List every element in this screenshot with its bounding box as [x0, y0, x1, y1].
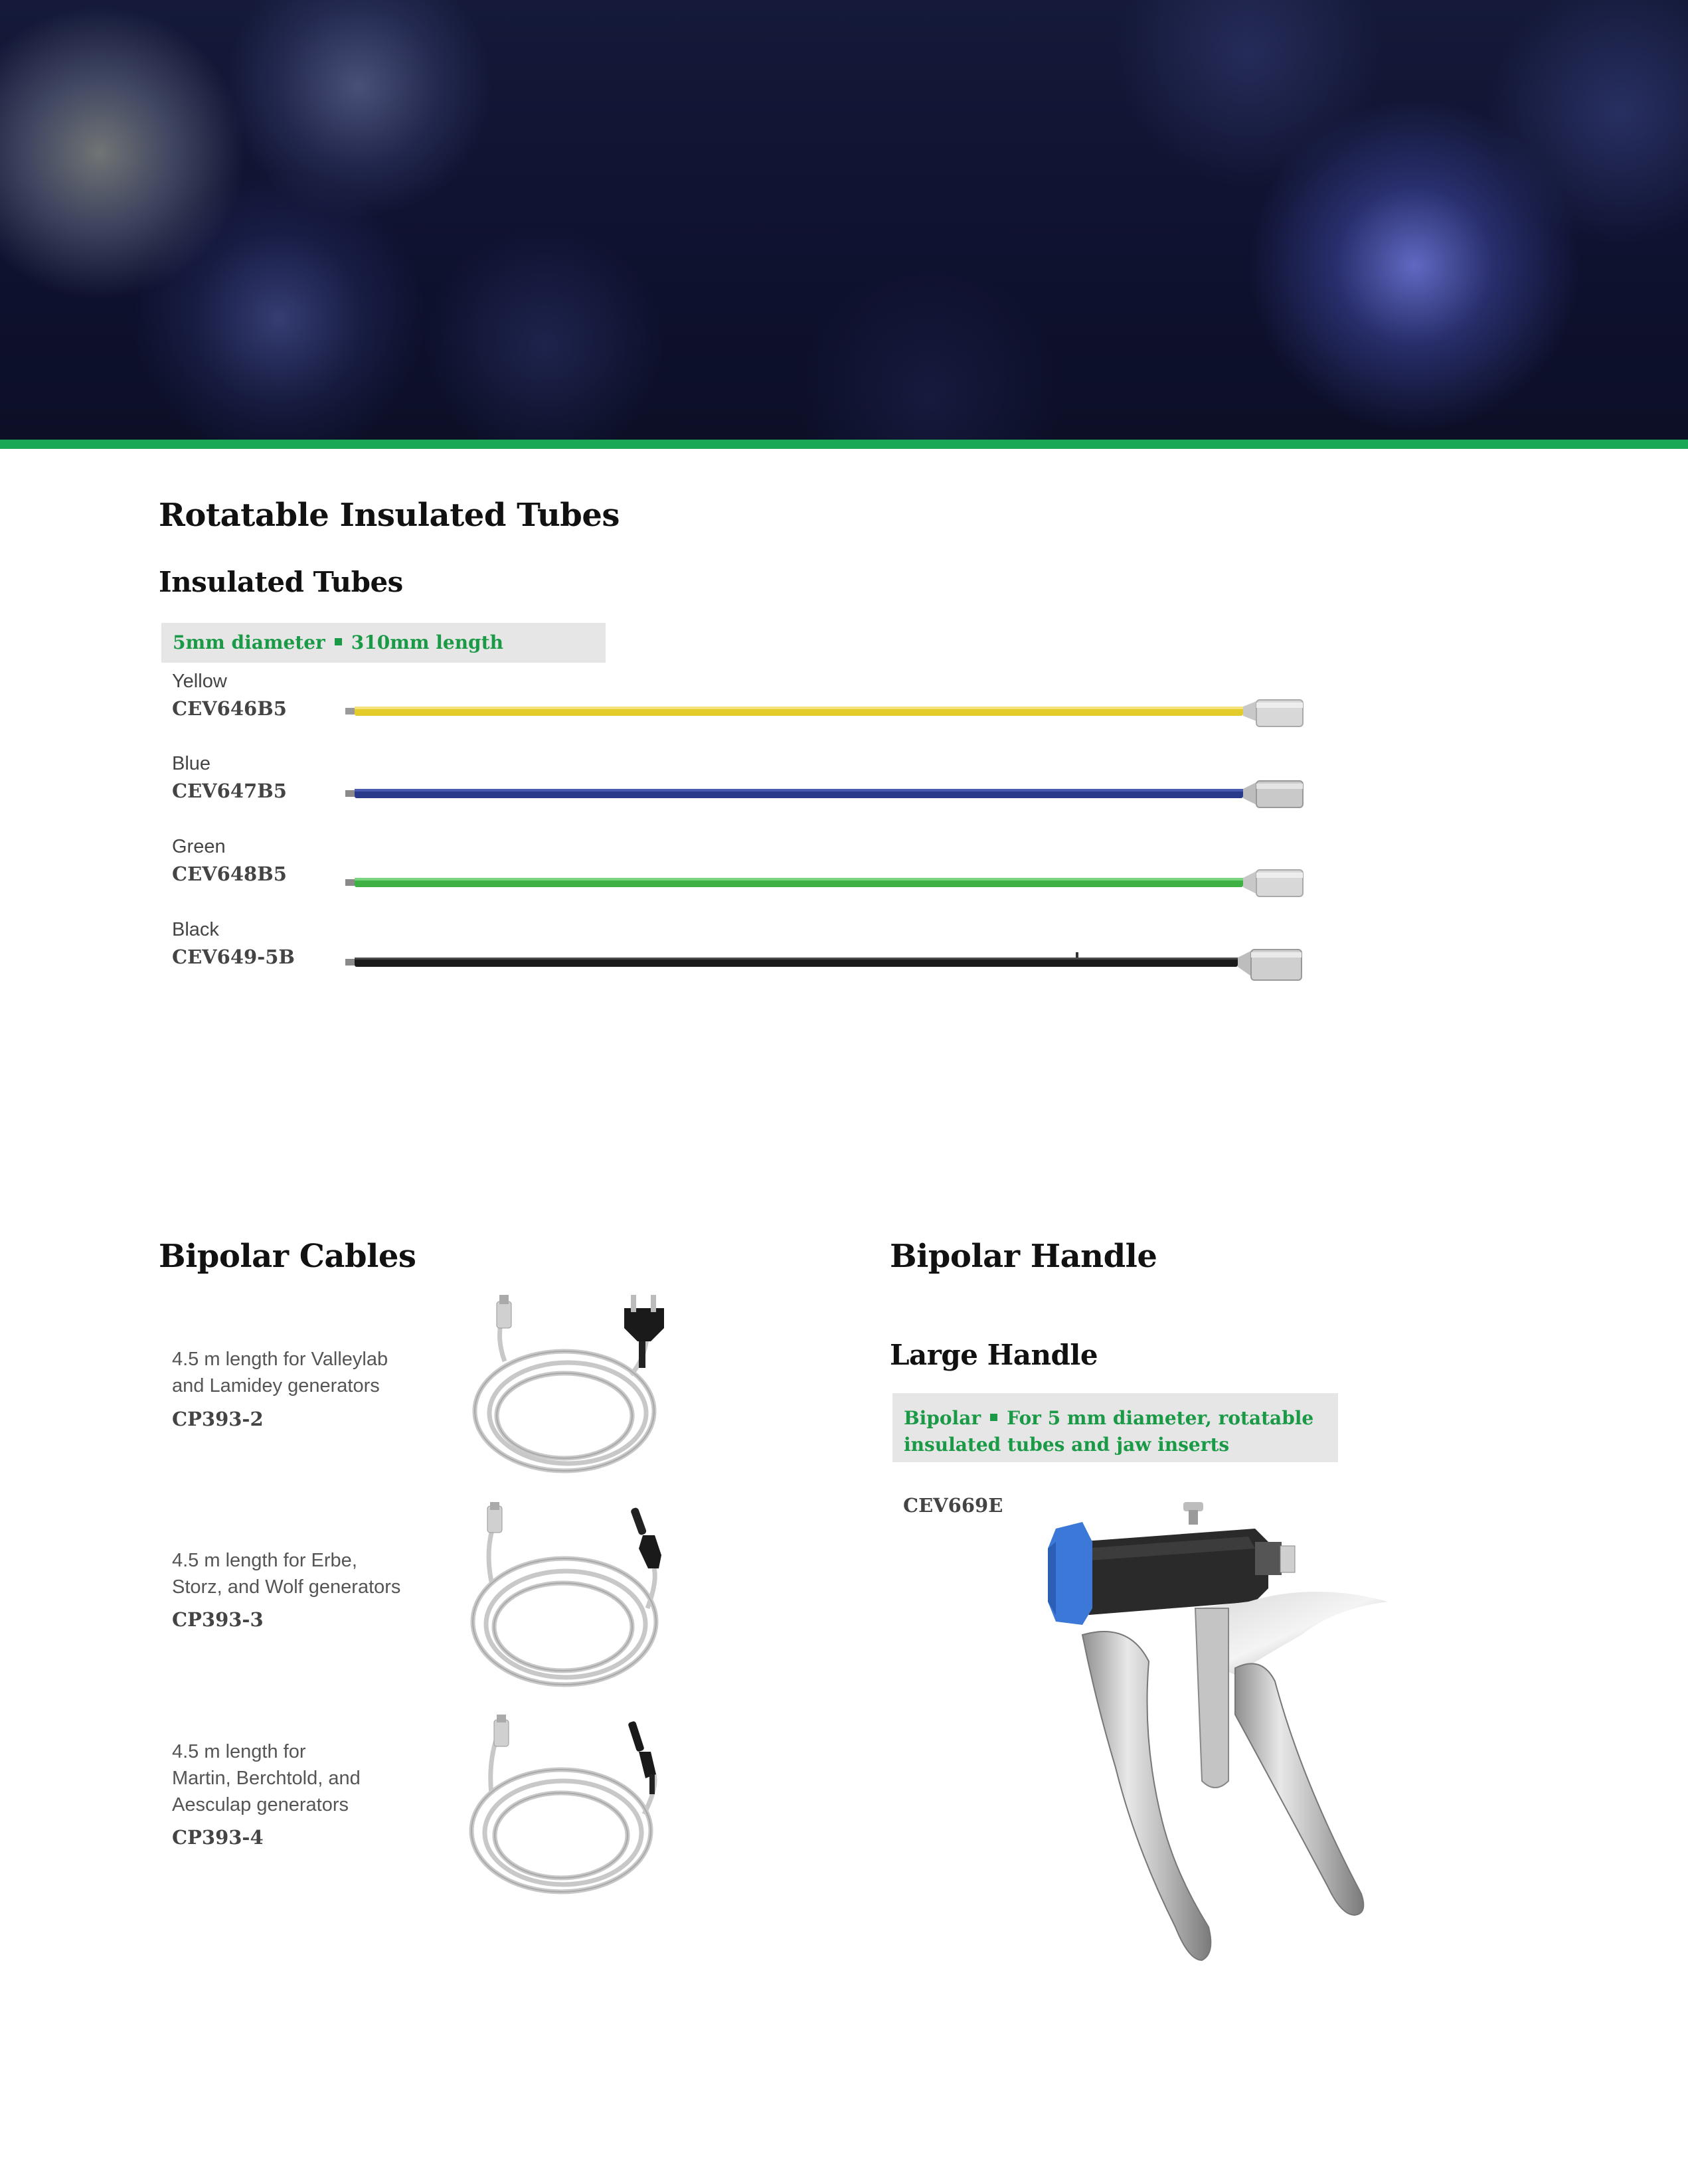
tube-image-green [345, 869, 1294, 898]
spec-length: 310mm length [351, 631, 503, 653]
tube-color-yellow: Yellow [172, 671, 227, 692]
tube-color-blue: Blue [172, 753, 211, 774]
cable-1-code: CP393-2 [172, 1408, 264, 1430]
cables-section-title: Bipolar Cables [159, 1238, 416, 1275]
header-banner-image [0, 0, 1688, 440]
bullet-square-icon [990, 1414, 997, 1421]
cable-2-description [172, 1547, 400, 1600]
spec-type: Bipolar [904, 1407, 981, 1429]
cable-3-description [172, 1738, 361, 1818]
spec-diameter: 5mm diameter [173, 631, 325, 653]
tube-code-blue: CEV647B5 [172, 780, 287, 802]
cable-banana-plug-image [465, 1502, 671, 1695]
cable-pin-plug-image [465, 1715, 671, 1900]
cable-flat-plug-image [465, 1295, 671, 1481]
cable-3-desc-line: 4.5 m length for [172, 1741, 306, 1762]
spec-line-1: For 5 mm diameter, rotatable [1007, 1407, 1314, 1429]
tube-color-green: Green [172, 836, 226, 857]
green-divider [0, 440, 1688, 449]
bipolar-handle-image [1036, 1502, 1381, 1960]
tube-image-yellow [345, 699, 1294, 728]
tube-code-green: CEV648B5 [172, 863, 287, 885]
handle-section-title: Bipolar Handle [890, 1238, 1157, 1275]
bullet-square-icon [335, 638, 342, 645]
handle-spec-bar [892, 1393, 1338, 1462]
tubes-section-title: Rotatable Insulated Tubes [159, 497, 620, 534]
spec-line-2: insulated tubes and jaw inserts [904, 1434, 1230, 1456]
tube-image-black [345, 948, 1294, 984]
cable-1-desc-line: 4.5 m length for Valleylab [172, 1349, 388, 1370]
cable-2-code: CP393-3 [172, 1608, 264, 1631]
cable-3-desc-line: Martin, Berchtold, and [172, 1768, 361, 1789]
tube-code-black: CEV649-5B [172, 946, 295, 968]
tube-code-yellow: CEV646B5 [172, 697, 287, 720]
cable-1-desc-line: and Lamidey generators [172, 1375, 380, 1396]
tubes-subtitle: Insulated Tubes [159, 566, 403, 598]
tube-color-black: Black [172, 919, 219, 940]
cable-3-desc-line: Aesculap generators [172, 1794, 349, 1815]
tubes-spec-bar [161, 623, 606, 663]
cable-3-code: CP393-4 [172, 1826, 264, 1849]
cable-2-desc-line: 4.5 m length for Erbe, [172, 1550, 357, 1571]
cable-2-desc-line: Storz, and Wolf generators [172, 1576, 401, 1598]
handle-subtitle: Large Handle [890, 1339, 1098, 1371]
tube-image-blue [345, 780, 1294, 809]
handle-code: CEV669E [903, 1494, 1003, 1517]
cable-1-description [172, 1346, 388, 1399]
